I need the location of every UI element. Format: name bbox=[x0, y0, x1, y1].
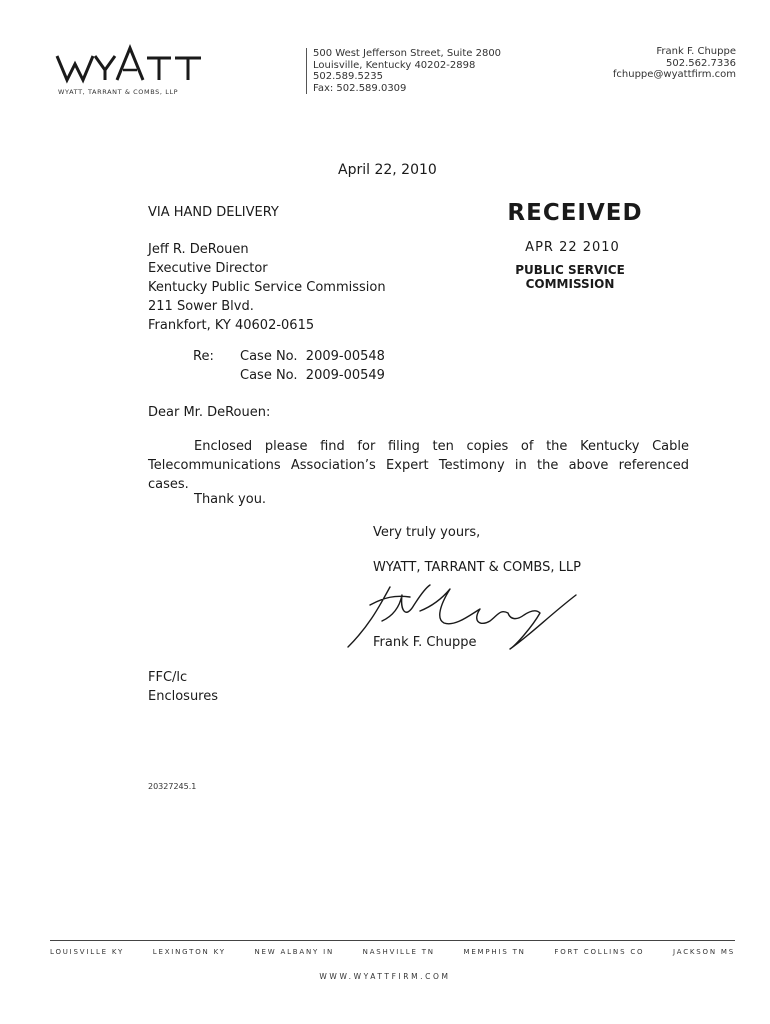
phone-line: 502.589.5235 bbox=[313, 71, 383, 82]
logo-mark-icon bbox=[55, 44, 215, 88]
author-phone: 502.562.7336 bbox=[666, 57, 736, 69]
recipient-name: Jeff R. DeRouen bbox=[148, 242, 249, 257]
received-stamp bbox=[505, 200, 645, 291]
salutation: Dear Mr. DeRouen: bbox=[148, 405, 271, 420]
case-number: Case No. 2009-00548 bbox=[240, 349, 385, 364]
author-email: fchuppe@wyattfirm.com bbox=[612, 69, 736, 80]
body-line: Telecommunications Association’s Expert Testimony in the above referenced cases. bbox=[148, 458, 689, 492]
author-contact bbox=[613, 46, 736, 81]
office-city: LOUISVILLE KY bbox=[50, 948, 125, 956]
recipient-organization: Kentucky Public Service Commission bbox=[148, 280, 386, 295]
received-stamp-org-line: COMMISSION bbox=[525, 277, 615, 291]
delivery-method: VIA HAND DELIVERY bbox=[148, 205, 279, 220]
address-line: Louisville, Kentucky 40202-2898 bbox=[313, 59, 476, 71]
signer-name: Frank F. Chuppe bbox=[373, 635, 477, 650]
author-name: Frank F. Chuppe bbox=[656, 46, 736, 57]
typist-initials: FFC/lc bbox=[148, 670, 188, 685]
recipient-address bbox=[148, 240, 386, 335]
address-divider bbox=[306, 48, 307, 94]
office-city: NASHVILLE TN bbox=[362, 948, 435, 956]
received-stamp-title: RECEIVED bbox=[507, 200, 643, 226]
recipient-title: Executive Director bbox=[148, 261, 268, 276]
document-number: 20327245.1 bbox=[148, 782, 197, 791]
fax-line: Fax: 502.589.0309 bbox=[313, 82, 407, 94]
firm-website: WWW.WYATTFIRM.COM bbox=[319, 972, 451, 981]
office-city: MEMPHIS TN bbox=[463, 948, 526, 956]
reference-label: Re: bbox=[193, 349, 214, 364]
office-city: JACKSON MS bbox=[673, 948, 735, 956]
typist-initials-block bbox=[148, 668, 218, 706]
received-stamp-org-line: PUBLIC SERVICE bbox=[515, 263, 625, 277]
received-stamp-org bbox=[495, 263, 645, 291]
reference-cases bbox=[240, 347, 385, 385]
letter-date: April 22, 2010 bbox=[338, 162, 437, 178]
body-line: Enclosed please find for filing ten copies of the Kentucky Cable bbox=[194, 439, 689, 454]
office-city: LEXINGTON KY bbox=[152, 948, 226, 956]
footer-divider bbox=[50, 940, 735, 941]
office-city: FORT COLLINS CO bbox=[554, 948, 645, 956]
recipient-city: Frankfort, KY 40602-0615 bbox=[148, 318, 315, 333]
office-city: NEW ALBANY IN bbox=[254, 948, 335, 956]
letter-body bbox=[148, 437, 689, 494]
recipient-street: 211 Sower Blvd. bbox=[148, 299, 254, 314]
signature-firm-name: WYATT, TARRANT & COMBS, LLP bbox=[373, 560, 581, 575]
firm-subtitle: WYATT, TARRANT & COMBS, LLP bbox=[58, 88, 179, 96]
thanks-line: Thank you. bbox=[194, 492, 267, 507]
address-line: 500 West Jefferson Street, Suite 2800 bbox=[313, 48, 502, 59]
case-number: Case No. 2009-00549 bbox=[240, 368, 385, 383]
enclosures-note: Enclosures bbox=[148, 689, 219, 704]
closing: Very truly yours, bbox=[373, 525, 481, 540]
office-locations bbox=[50, 948, 735, 956]
received-stamp-date: APR 22 2010 bbox=[525, 240, 620, 255]
firm-address bbox=[313, 48, 501, 94]
